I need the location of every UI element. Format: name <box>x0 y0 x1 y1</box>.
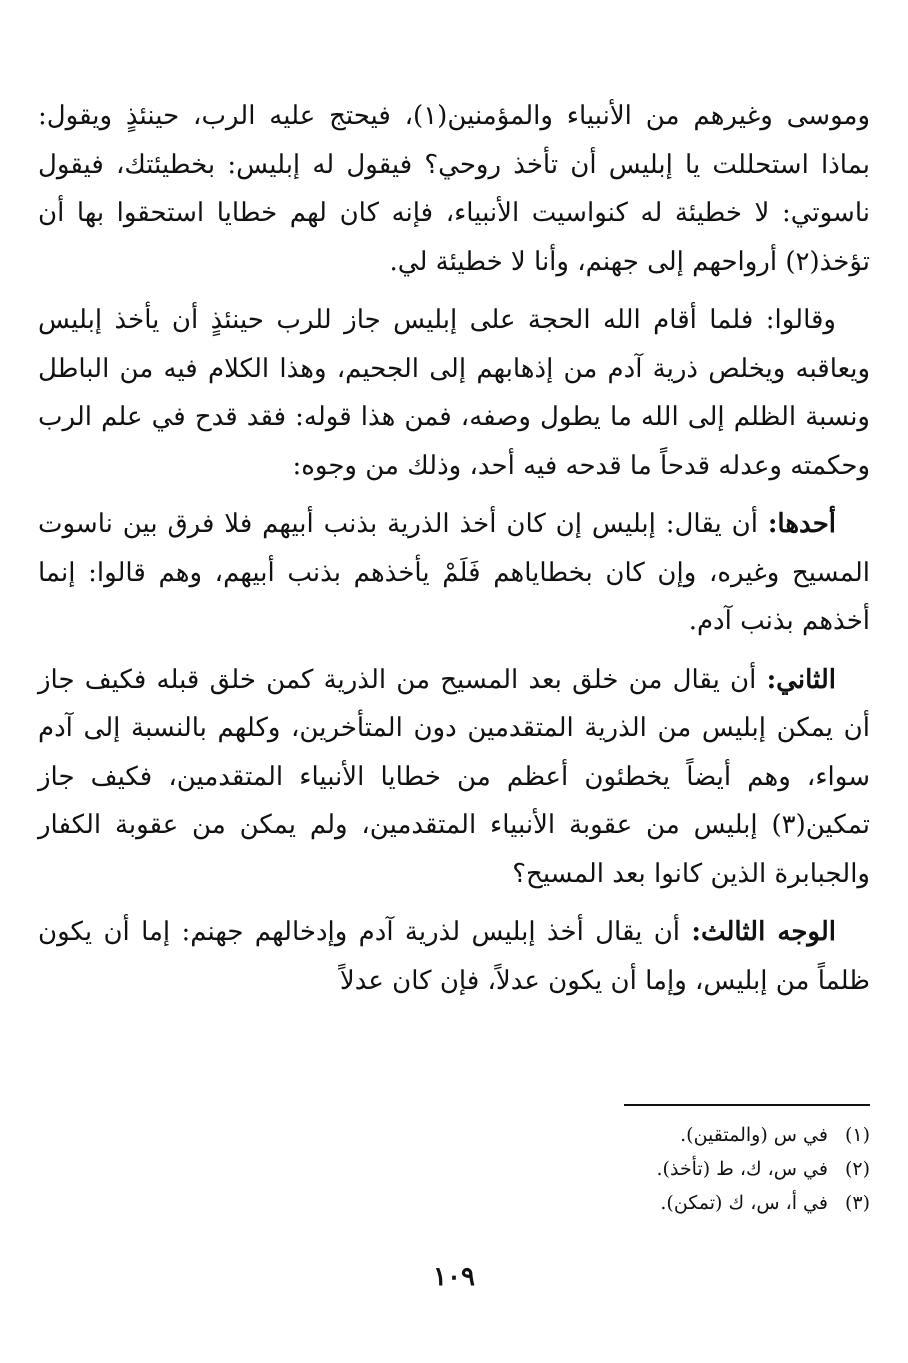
footnote-text: في س (والمتقين). <box>680 1124 828 1146</box>
paragraph-3-text: أن يقال: إبليس إن كان أخذ الذرية بذنب أبيهم فلا فرق بين ناسوت المسيح وغيره، وإن كان بخطاياهم فَلَمْ يأخذهم بذنب أبيهم، وهم قالوا: إنما أخذهم بذنب آدم. <box>38 509 870 636</box>
footnote-number: (٣) <box>844 1192 870 1214</box>
footnote-divider <box>624 1104 870 1106</box>
paragraph-1: وموسى وغيرهم من الأنبياء والمؤمنين(١)، فيحتج عليه الرب، حينئذٍ ويقول: بماذا استحللت يا إبليس أن تأخذ روحي؟ فيقول له إبليس: بخطيئتك، فيقول ناسوتي: لا خطيئة له كنواسيت الأنبياء، فإنه كان لهم خطايا استحقوا بها أن تؤخذ(٢) أرواحهم إلى جهنم، وأنا لا خطيئة لي. <box>38 101 871 277</box>
footnote-item <box>370 1152 870 1186</box>
page-number: ١٠٩ <box>433 1262 475 1292</box>
paragraph-5 <box>38 908 870 1005</box>
paragraph-5-text: أن يقال أخذ إبليس لذرية آدم وإدخالهم جهنم: إما أن يكون ظلماً من إبليس، وإما أن يكون عدلاً، فإن كان عدلاً <box>38 917 870 996</box>
paragraph-3-lead: أحدها: <box>767 509 837 539</box>
paragraph-5-lead: الوجه الثالث: <box>691 917 837 947</box>
paragraph-3 <box>38 500 870 646</box>
paragraph-2: وقالوا: فلما أقام الله الحجة على إبليس جاز للرب حينئذٍ أن يأخذ إبليس ويعاقبه ويخلص ذرية آدم من إذهابهم إلى الجحيم، وهذا الكلام فيه من الباطل ونسبة الظلم إلى الله ما يطول وصفه، فمن هذا قوله: فقد قدح في علم الرب وحكمته وعدله قدحاً ما قدحه فيه أحد، وذلك من وجوه: <box>38 305 870 481</box>
footnote-text: في س، ك، ط (تأخذ). <box>656 1158 828 1180</box>
footnote-item <box>370 1118 870 1152</box>
paragraph-4-text: أن يقال من خلق بعد المسيح من الذرية كمن خلق قبله فكيف جاز أن يمكن إبليس من الذرية المتقدمين دون المتأخرين، وكلهم بالنسبة إلى آدم سواء، وهم أيضاً يخطئون أعظم من خطايا الأنبياء المتقدمين، فكيف جاز تمكين(٣) إبليس من عقوبة الأنبياء المتقدمين، ولم يمكن من عقوبة الكفار والجبابرة الذين كانوا بعد المسيح؟ <box>38 664 870 889</box>
footnote-text: في أ، س، ك (تمكن). <box>660 1192 828 1214</box>
footnote-item <box>370 1186 870 1220</box>
footnotes <box>370 1118 870 1220</box>
footnote-number: (٢) <box>844 1158 870 1180</box>
paragraph-4 <box>38 656 870 899</box>
paragraph-4-lead: الثاني: <box>766 664 836 695</box>
main-text <box>38 92 870 1015</box>
footnote-number: (١) <box>844 1124 870 1146</box>
